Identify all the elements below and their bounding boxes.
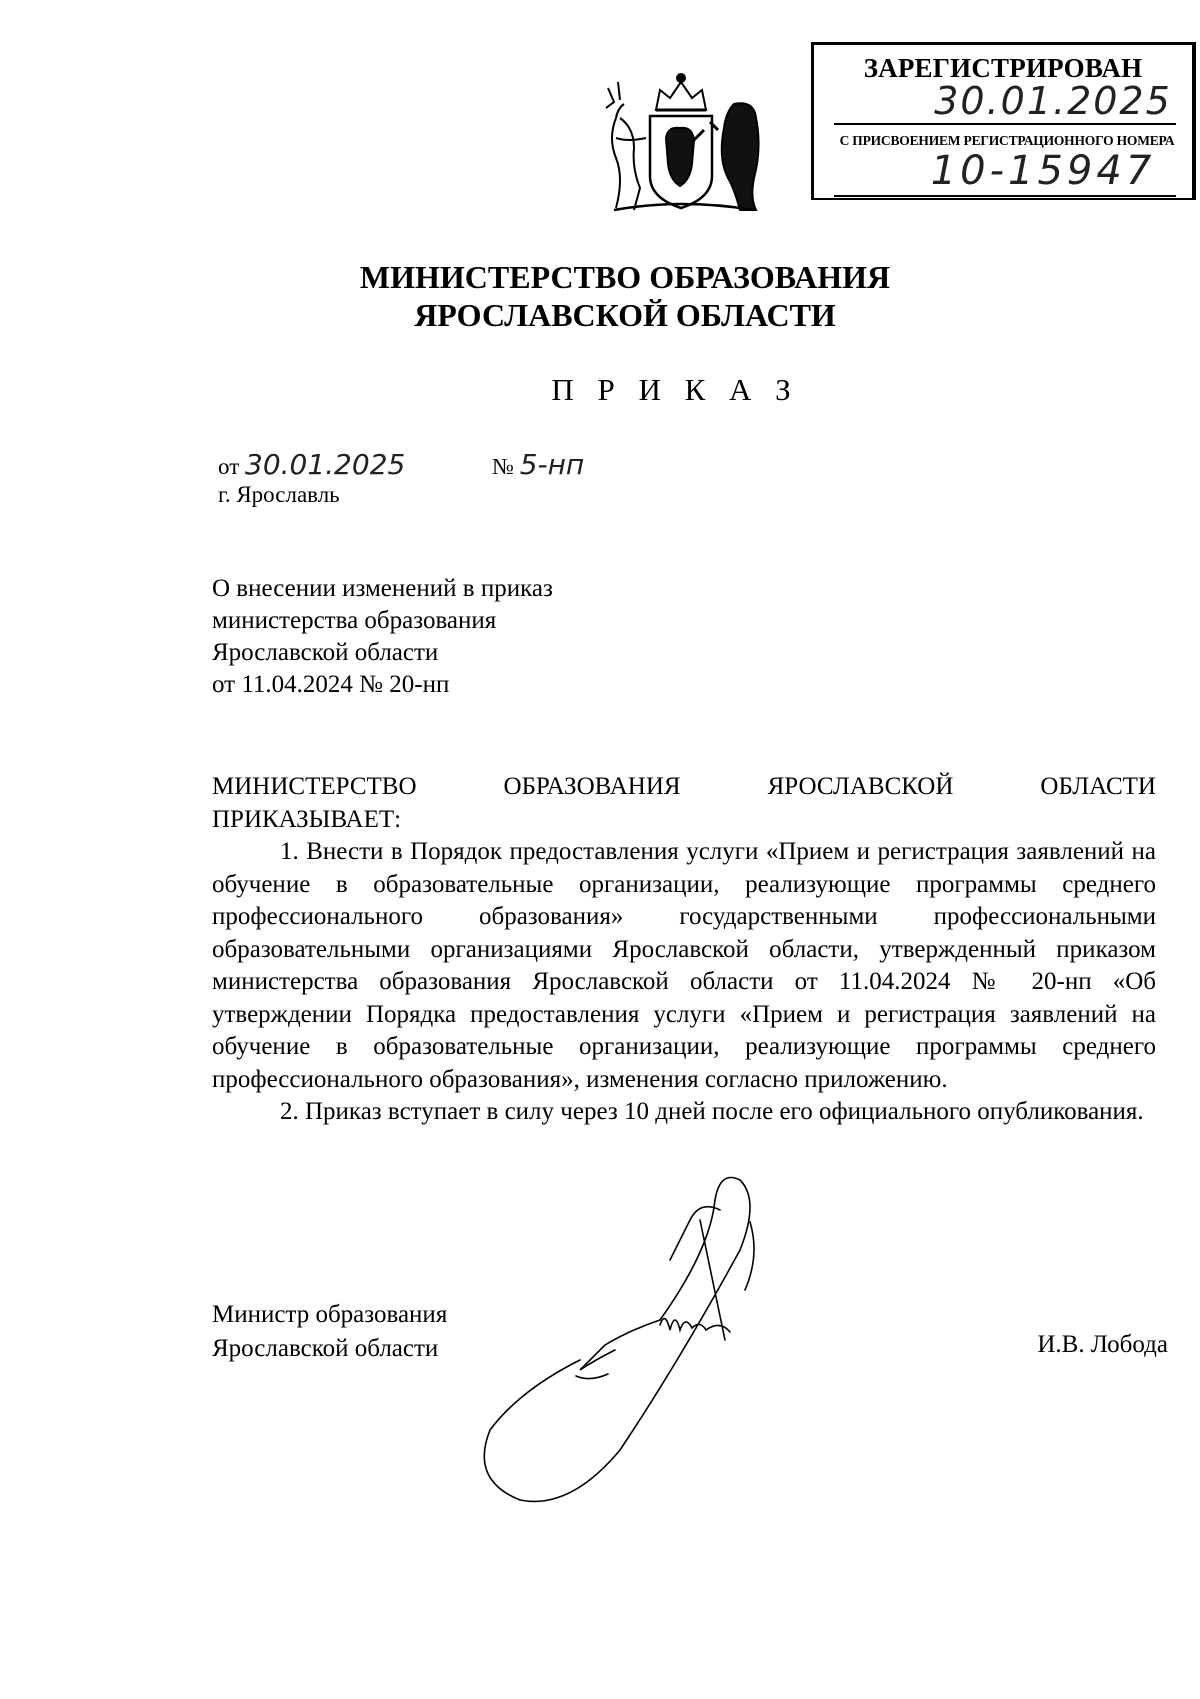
subject-line: О внесении изменений в приказ [212, 575, 553, 602]
order-date-line [218, 448, 405, 481]
number-label: № [492, 454, 514, 479]
preamble-orders: ПРИКАЗЫВАЕТ: [212, 805, 402, 833]
subject-line: министерства образования [212, 607, 497, 634]
order-number-line [492, 448, 584, 481]
order-date-handwritten: 30.01.2025 [245, 448, 406, 481]
subject-line: Ярославской области [212, 639, 439, 666]
order-number-handwritten: 5-нп [519, 448, 585, 481]
stamp-title: ЗАРЕГИСТРИРОВАН [863, 53, 1143, 83]
handwritten-signature [480, 1160, 840, 1520]
signatory-position-line1: Министр образования [212, 1301, 448, 1328]
stamp-divider [834, 195, 1176, 197]
from-label: от [218, 454, 240, 479]
signatory-position-line2: Ярославской области [212, 1335, 439, 1362]
city: г. Ярославль [218, 482, 340, 507]
order-item-1: 1. Внести в Порядок предоставления услуги «Прием и регистрация заявлений на обучение в образовательные организации, реализующие программы среднего профессионального образования» государственными профессиональными образовательными организациями Ярославской области, утвержденный приказом министерства образования Ярославской области от 11.04.2024 № 20-нп «Об утверждении Порядка предоставления услуги «Прием и регистрация заявлений на обучение в образовательные организации, реализующие программы среднего профессионального образования», изменения согласно приложению. [212, 838, 1156, 1093]
coat-of-arms-icon [594, 68, 769, 218]
signatory-name: И.В. Лобода [1037, 1331, 1168, 1358]
order-item-2: 2. Приказ вступает в силу через 10 дней после его официального опубликования. [280, 1098, 1144, 1125]
stamp-date-handwritten: 30.01.2025 [934, 79, 1172, 123]
stamp-divider [834, 123, 1176, 125]
ministry-header [300, 258, 950, 334]
ministry-title-line2: ЯРОСЛАВСКОЙ ОБЛАСТИ [414, 297, 836, 333]
stamp-subtitle: С ПРИСВОЕНИЕМ РЕГИСТРАЦИОННОГО НОМЕРА [839, 133, 1175, 148]
stamp-number-handwritten: 10-15947 [930, 148, 1156, 194]
signatory-position [212, 1298, 447, 1366]
registration-stamp [811, 42, 1196, 200]
order-body [212, 771, 1156, 1129]
ministry-title-line1: МИНИСТЕРСТВО ОБРАЗОВАНИЯ [359, 259, 891, 295]
preamble-line: МИНИСТЕРСТВО ОБРАЗОВАНИЯ ЯРОСЛАВСКОЙ ОБЛАСТИ [212, 773, 1156, 800]
order-subject [212, 573, 553, 701]
document-type: П Р И К А З [551, 372, 799, 407]
subject-line: от 11.04.2024 № 20-нп [212, 671, 450, 698]
